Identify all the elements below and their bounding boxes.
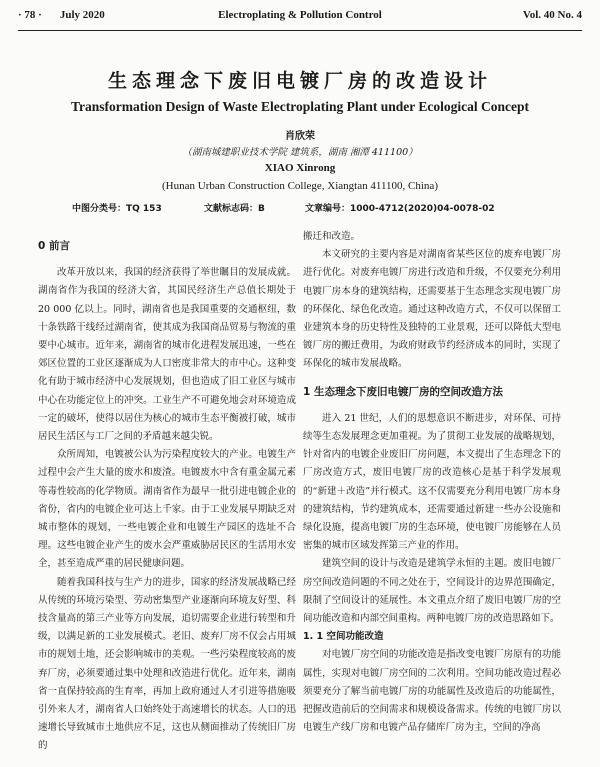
author-english: XIAO Xinrong [264, 162, 336, 174]
author-chinese: 肖欣荣 [285, 131, 315, 142]
document-code: 文献标志码：B [204, 204, 265, 214]
article-id: 文章编号：1000-4712(2020)04-0078-02 [305, 204, 495, 214]
paragraph: 搬迁和改造。 [303, 231, 361, 242]
title-english: Transformation Design of Waste Electroplating Plant under Ecological Concept [71, 99, 529, 114]
header-rule [18, 30, 582, 31]
affiliation-english: (Hunan Urban Construction College, Xiangtan 411100, China) [162, 180, 438, 192]
paragraph: 建筑空间的设计与改造是建筑学永恒的主题。废旧电镀厂房空间改造问题的不同之处在于，空间设计的边界范围确定，限制了空间设计的延展性。本文重点介绍了废旧电镀厂房的空间功能改造和内部空间重构。两种电镀厂房的改造思路如下。 [303, 558, 561, 625]
paragraph: 随着我国科技与生产力的进步，国家的经济发展战略已经从传统的环境污染型、劳动密集型产业逐渐向环境友好型、科技含量高的第三产业等方向发展，追切需要企业进行转型和升级，以满足新的工业发展模式。老旧、废弃厂房不仅会占用城市的规划土地，还会影响城市的美观。一些污染程度较高的废弃厂房，必须要通过集中处理和改造进行优化。近年来，湖南省一直保持较高的生育率，再加上政府通过人才引进等措施吸引外来人才，湖南省人口始终处于高速增长的状态。人口的迅速增长导致城市土地供应不足，这也从侧面推动了传统旧厂房的 [38, 576, 296, 752]
paragraph: 本文研究的主要内容是对湖南省某些区位的废弃电镀厂房进行优化。对废弃电镀厂房进行改造和升级，不仅要充分利用电镀厂房本身的建筑结构，还需要基于生态理念实现电镀厂房的环保化、绿色化改造。通过这种改造方式，不仅可以保留工业建筑本身的历史特性及独特的工业景观，还可以降低大型电镀厂房的搬迁费用，为政府财政节约经济成本的同时，实现了环保化的城市发展战略。 [303, 249, 561, 370]
right-column [303, 228, 561, 737]
affiliation-chinese: （湖南城建职业技术学院 建筑系，湖南 湘潭 411100） [182, 147, 418, 158]
subsection-1-1-heading: 1. 1 空间功能改造 [303, 631, 384, 643]
left-column [38, 228, 296, 756]
paragraph: 对电镀厂房空间的功能改造是指改变电镀厂房原有的功能属性，实现对电镀厂房空间的二次利用。空间功能改造过程必须要充分了解当前电镀厂房的功能属性及改造后的功能属性，把握改造前后的空间需求和规模设备需求。传统的电镀厂房以电镀生产线厂房和电镀产品存储库厂房为主，空间的净高 [303, 649, 561, 734]
paragraph: 进入 21 世纪，人们的思想意识不断进步，对环保、可持续等生态发展理念更加重视。为了贯彻工业发展的战略规划，针对省内的电镀企业废旧厂房问题，本文提出了生态理念下的厂房改造方式，废旧电镀厂房的改造核心是基于科学发展观的“新建＋改造”并行模式。这不仅需要充分利用电镀厂房本身的建筑结构，节约建筑成本，还需要通过新建一些办公设施和绿化设施，提高电镀厂房的生态环境，使电镀厂房能够在人员密集的城市区域发挥第三产业的作用。 [303, 412, 561, 552]
running-header [18, 0, 582, 30]
title-chinese: 生态理念下废旧电镀厂房的改造设计 [107, 70, 492, 92]
issue-date: July 2020 [59, 9, 105, 21]
volume-issue: Vol. 40 No. 4 [522, 9, 582, 21]
paragraph: 改革开放以来，我国的经济获得了举世瞩目的发展成就。湖南省作为我国的经济大省，其国民经济生产总值长期处于 20 000 亿以上。同时，湖南省也是我国重要的交通枢纽，数十条铁路干线经过湖南省，使其成为我国商品贸易与物流的重要中心城市。近年来，湖南省的城市化进程发展迅速，一些在郊区位置的工业区逐渐成为人口密度非常大的市中心。这种变化有助于城市经济中心发展规划，但也造成了旧工业区与城市中心在功能定位上的冲突。工业生产不可避免地会对环境造成一定的破坏，使得以居住为核心的城市生态平衡被打破，城市居民生活区与工厂之间的矛盾越来越尖锐。 [38, 267, 296, 443]
page-number: · 78 · [18, 9, 42, 21]
section-1-heading: 1 生态理念下废旧电镀厂房的空间改造方法 [303, 385, 503, 398]
paragraph: 众所周知，电镀被公认为污染程度较大的产业。电镀生产过程中会产生大量的废水和废渣。电镀废水中含有重金属元素等毒性较高的化学物质。湖南省作为最早一批引进电镀企业的省份，省内的电镀企业可达上千家。由于工业发展早期缺乏对城市整体的规划，一些电镀企业和电镀生产园区的选址不合理。这些电镀企业产生的废水会严重威胁居民区的生活用水安全，甚至造成严重的居民健康问题。 [38, 449, 296, 570]
journal-name: Electroplating & Pollution Control [218, 9, 382, 21]
section-0-heading: 0 前言 [38, 240, 70, 252]
clc-number: 中图分类号：TQ 153 [72, 204, 162, 214]
